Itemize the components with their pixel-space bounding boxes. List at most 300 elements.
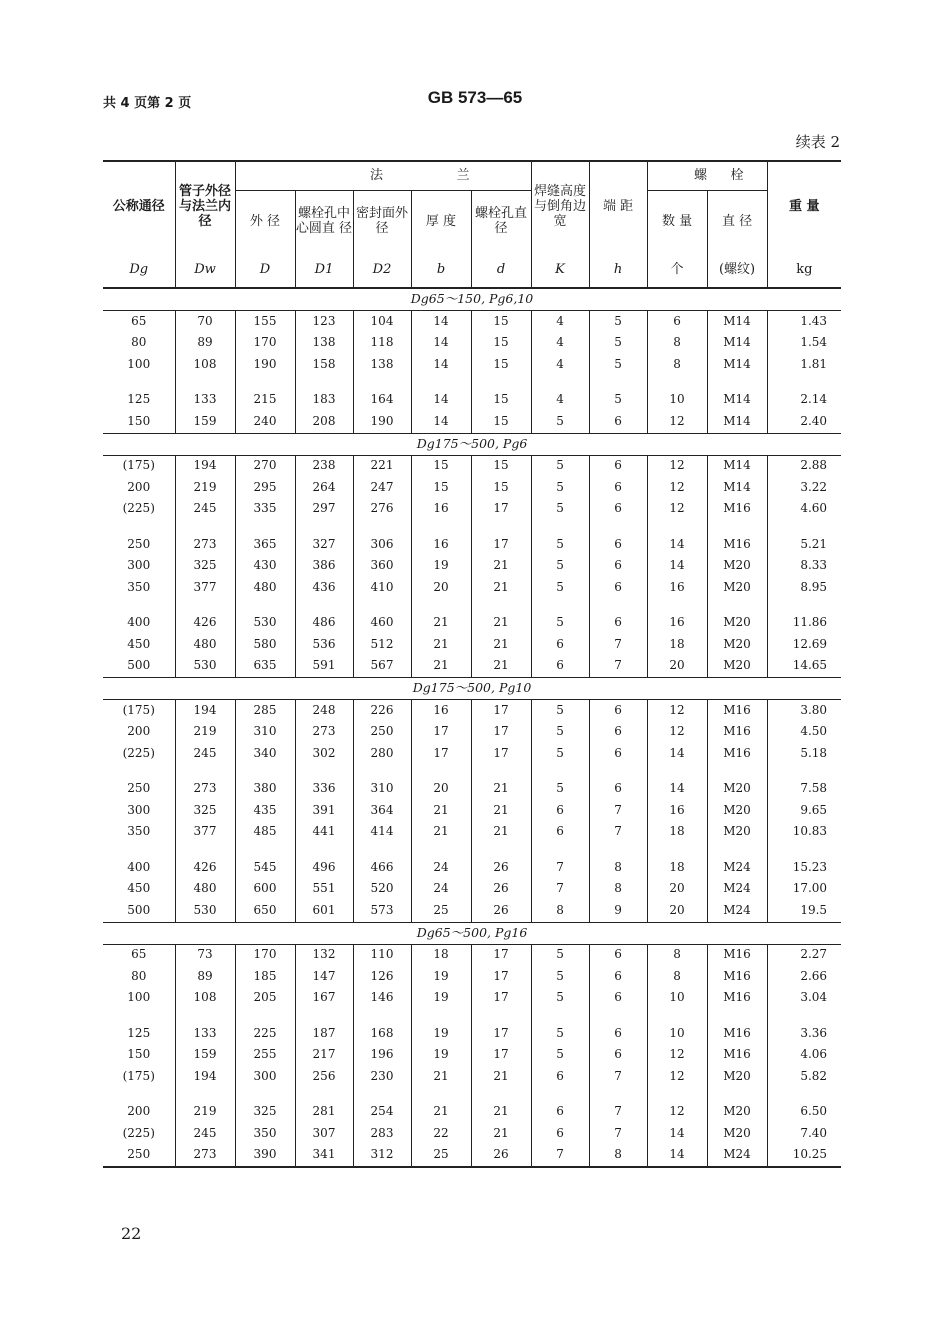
table-cell: 158 [295,354,353,376]
table-cell: 6 [589,577,647,599]
table-cell: 8 [589,1145,647,1168]
spacer-cell [531,765,589,779]
table-row [103,311,841,333]
table-cell: 12 [647,499,707,521]
table-cell: 80 [131,968,147,983]
table-cell: 26 [471,1145,531,1168]
spacer-cell [531,1088,589,1102]
standard-number: GB 573—65 [427,88,523,107]
header-end-gap: 端 距 [589,161,647,253]
table-cell: 6 [531,822,589,844]
table-cell: 205 [235,988,295,1010]
table-cell: 159 [175,1045,235,1067]
spacer-cell [353,376,411,390]
table-cell: 21 [471,1066,531,1088]
header-qty: 数 量 [647,191,707,254]
table-row [103,988,841,1010]
table-cell: 14 [647,534,707,556]
table-cell: 306 [353,534,411,556]
table-cell: 17 [471,534,531,556]
table-cell: 14 [411,311,471,333]
table-cell: 108 [175,354,235,376]
symbol-pipe: Dw [175,253,235,288]
table-cell: 341 [295,1145,353,1168]
table-cell: 147 [295,966,353,988]
table-cell: 208 [295,411,353,433]
header-weight: 重 量 [767,161,841,253]
symbol-hole: d [471,253,531,288]
table-cell: 15 [471,455,531,477]
table-cell: 25 [411,1145,471,1168]
continued-table-label: 续表 2 [795,133,840,151]
spacer-cell [589,1009,647,1023]
table-cell: 5 [531,613,589,635]
table-cell: 219 [175,722,235,744]
table-cell: 7 [589,1123,647,1145]
table-cell: 2.88 [767,455,841,477]
table-cell: M24 [707,900,767,922]
table-cell: 168 [353,1023,411,1045]
group-spacer [103,1009,841,1023]
table-cell: 400 [127,859,151,874]
table-cell: 5 [531,966,589,988]
spacer-cell [353,520,411,534]
table-cell: 567 [353,656,411,678]
table-cell: 400 [127,615,151,630]
spacer-cell [295,520,353,534]
group-spacer [103,520,841,534]
table-cell: M16 [707,944,767,966]
table-cell: 7 [589,656,647,678]
table-cell: M16 [707,722,767,744]
table-row [103,944,841,966]
table-cell: 17 [471,743,531,765]
spacer-cell [235,843,295,857]
table-cell: 196 [353,1045,411,1067]
spacer-cell [295,765,353,779]
table-cell: 6 [531,1123,589,1145]
table-cell: 7 [589,1066,647,1088]
table-cell: 12 [647,700,707,722]
table-cell: 5 [531,700,589,722]
table-cell: 390 [235,1145,295,1168]
page-counter: 共 4 页第 2 页 [103,96,192,111]
table-row [103,390,841,412]
table-cell: 24 [411,857,471,879]
table-cell: 350 [127,579,151,594]
table-cell: 573 [353,900,411,922]
table-cell: 5.18 [767,743,841,765]
spacer-cell [707,765,767,779]
table-cell: 6 [531,1066,589,1088]
spacer-cell [531,520,589,534]
table-cell: 26 [471,879,531,901]
table-cell: 15 [471,477,531,499]
table-cell: 118 [353,333,411,355]
table-row [103,966,841,988]
spacer-cell [353,599,411,613]
table-cell: 20 [411,779,471,801]
table-row [103,499,841,521]
table-cell: 187 [295,1023,353,1045]
table-cell: 377 [175,822,235,844]
table-cell: 21 [411,613,471,635]
table-cell: (225) [122,1125,155,1140]
table-cell: 150 [127,413,151,428]
table-cell: 601 [295,900,353,922]
table-cell: 480 [235,577,295,599]
table-cell: 5 [531,556,589,578]
table-cell: 19 [411,556,471,578]
table-cell: 450 [127,881,151,896]
table-cell: M20 [707,577,767,599]
spacer-cell [589,376,647,390]
table-cell: 21 [471,1102,531,1124]
group-spacer [103,1088,841,1102]
table-cell: 5 [531,477,589,499]
table-header [103,161,841,288]
spacer-cell [471,1009,531,1023]
table-cell: 10 [647,1023,707,1045]
table-cell: 6 [589,477,647,499]
table-cell: 281 [295,1102,353,1124]
table-cell: 14 [647,556,707,578]
table-cell: M24 [707,857,767,879]
table-cell: 256 [295,1066,353,1088]
table-cell: 16 [647,577,707,599]
table-cell: 485 [235,822,295,844]
table-row [103,411,841,433]
spacer-cell [647,765,707,779]
table-cell: 194 [175,1066,235,1088]
table-row [103,556,841,578]
spacer-cell [647,1088,707,1102]
spacer-cell [235,765,295,779]
table-cell: 22 [411,1123,471,1145]
table-cell: 350 [127,824,151,839]
table-cell: 5 [531,743,589,765]
table-cell: 24 [411,879,471,901]
table-cell: 2.14 [767,390,841,412]
table-cell: 551 [295,879,353,901]
table-cell: 5 [531,534,589,556]
table-cell: 297 [295,499,353,521]
table-cell: 132 [295,944,353,966]
table-cell: 336 [295,779,353,801]
table-cell: 5 [531,411,589,433]
spacer-cell [235,1088,295,1102]
table-cell: 17 [471,966,531,988]
table-cell: M16 [707,1023,767,1045]
table-cell: 6 [589,455,647,477]
table-cell: M14 [707,390,767,412]
section-title: Dg65～500, Pg16 [103,922,841,944]
table-cell: 486 [295,613,353,635]
table-cell: 5.21 [767,534,841,556]
table-row [103,455,841,477]
table-row [103,879,841,901]
spacer-cell [471,599,531,613]
table-cell: 480 [175,879,235,901]
table-cell: 300 [127,558,151,573]
table-cell: 17 [471,988,531,1010]
spacer-cell [411,1009,471,1023]
table-cell: 123 [295,311,353,333]
spacer-cell [411,376,471,390]
table-cell: 500 [127,658,151,673]
table-cell: 146 [353,988,411,1010]
table-cell: 21 [471,1123,531,1145]
table-row [103,477,841,499]
table-cell: (175) [122,458,155,473]
table-cell: 19 [411,966,471,988]
table-cell: 365 [235,534,295,556]
table-row [103,1045,841,1067]
spacer-cell [175,765,235,779]
table-cell: 21 [471,822,531,844]
table-cell: 6 [589,700,647,722]
table-cell: 17 [471,499,531,521]
table-cell: 4 [531,354,589,376]
table-cell: 89 [175,333,235,355]
table-cell: M16 [707,534,767,556]
table-cell: 295 [235,477,295,499]
table-cell: 21 [471,613,531,635]
table-cell: M16 [707,499,767,521]
section-title: Dg65～150, Pg6,10 [103,288,841,311]
table-cell: 327 [295,534,353,556]
table-cell: 391 [295,800,353,822]
table-cell: 325 [235,1102,295,1124]
table-cell: 512 [353,634,411,656]
table-row [103,1023,841,1045]
table-cell: 530 [175,656,235,678]
table-cell: 170 [235,333,295,355]
spacer-cell [175,376,235,390]
table-cell: 21 [411,634,471,656]
table-cell: 21 [411,800,471,822]
table-cell: 500 [127,902,151,917]
spacer-cell [531,1009,589,1023]
table-cell: 325 [175,800,235,822]
table-cell: 7 [589,822,647,844]
table-cell: 12 [647,411,707,433]
spacer-cell [295,1088,353,1102]
header-pipe-od: 管子外径与法兰内径 [175,161,235,253]
symbol-thickness: b [411,253,471,288]
table-cell: 226 [353,700,411,722]
table-cell: 5 [589,390,647,412]
table-cell: 270 [235,455,295,477]
table-cell: 300 [235,1066,295,1088]
table-cell: 19.5 [767,900,841,922]
table-cell: 100 [127,990,151,1005]
table-cell: 108 [175,988,235,1010]
table-cell: 155 [235,311,295,333]
header-nominal: 公称通径 [112,199,165,215]
header-outer: 外 径 [235,191,295,254]
spacer-cell [235,1009,295,1023]
table-cell: 285 [235,700,295,722]
table-cell: 215 [235,390,295,412]
table-cell: 536 [295,634,353,656]
table-cell: 15 [471,333,531,355]
table-cell: 6 [589,722,647,744]
spacer-cell [471,1088,531,1102]
table-cell: 21 [471,577,531,599]
table-cell: 6 [589,743,647,765]
header-seal-od: 密封面外 径 [353,191,411,254]
table-cell: 225 [235,1023,295,1045]
spacer-cell [175,1009,235,1023]
spacer-cell [353,1009,411,1023]
table-cell: 6 [531,800,589,822]
table-cell: 11.86 [767,613,841,635]
table-cell: 133 [175,1023,235,1045]
table-cell: 5 [531,944,589,966]
table-cell: 20 [647,879,707,901]
table-cell: 8 [647,966,707,988]
table-row [103,354,841,376]
table-cell: 9 [589,900,647,922]
table-cell: (225) [122,501,155,516]
table-cell: 19 [411,1045,471,1067]
table-cell: 17 [411,722,471,744]
table-cell: 380 [235,779,295,801]
table-cell: (225) [122,745,155,760]
table-cell: 17 [471,700,531,722]
table-cell: 16 [411,700,471,722]
table-cell: 18 [647,857,707,879]
table-cell: 73 [175,944,235,966]
table-cell: 194 [175,455,235,477]
table-cell: 240 [235,411,295,433]
table-cell: 300 [127,802,151,817]
spacer-cell [589,843,647,857]
spacer-cell [295,843,353,857]
table-cell: 200 [127,724,151,739]
table-cell: 7 [589,1102,647,1124]
table-cell: 26 [471,900,531,922]
header-bolt-hole: 螺栓孔直 径 [471,191,531,254]
table-cell: 6 [589,779,647,801]
spacer-cell [411,599,471,613]
table-cell: 386 [295,556,353,578]
table-cell: 6 [589,944,647,966]
table-cell: 15 [471,311,531,333]
header-flange-group [235,161,531,191]
table-row [103,722,841,744]
table-cell: 635 [235,656,295,678]
table-row [103,743,841,765]
flange-dimension-table [103,160,841,1168]
table-cell: 480 [175,634,235,656]
spacer-cell [589,1088,647,1102]
table-cell: 12 [647,477,707,499]
symbol-seal: D2 [353,253,411,288]
table-cell: 5 [531,779,589,801]
table-cell: 14 [647,1145,707,1168]
table-cell: 5 [531,1045,589,1067]
table-cell: 254 [353,1102,411,1124]
table-cell: 6 [589,1045,647,1067]
spacer-cell [471,843,531,857]
table-cell: 7 [531,857,589,879]
table-cell: 255 [235,1045,295,1067]
spacer-cell [411,843,471,857]
spacer-cell [707,1088,767,1102]
table-cell: 25 [411,900,471,922]
table-cell: 12.69 [767,634,841,656]
table-cell: 4 [531,311,589,333]
table-row [103,577,841,599]
spacer-cell [707,376,767,390]
table-cell: 17.00 [767,879,841,901]
spacer-cell [175,1088,235,1102]
table-cell: M16 [707,743,767,765]
table-cell: 520 [353,879,411,901]
table-cell: 10 [647,988,707,1010]
table-row [103,333,841,355]
table-row [103,900,841,922]
table-cell: 6 [589,613,647,635]
table-cell: 591 [295,656,353,678]
table-cell: 159 [175,411,235,433]
table-cell: 4.50 [767,722,841,744]
table-cell: 7 [531,879,589,901]
table-cell: 2.40 [767,411,841,433]
table-cell: 167 [295,988,353,1010]
table-cell: 6 [589,966,647,988]
table-cell: 17 [471,1023,531,1045]
table-cell: 5 [531,499,589,521]
table-cell: 8 [589,857,647,879]
spacer-cell [531,599,589,613]
table-cell: 8 [647,354,707,376]
table-cell: 245 [175,1123,235,1145]
table-cell: 6 [589,988,647,1010]
table-cell: 20 [647,900,707,922]
table-cell: 273 [295,722,353,744]
table-cell: 9.65 [767,800,841,822]
table-cell: 8 [647,944,707,966]
table-cell: 18 [647,822,707,844]
table-cell: 2.27 [767,944,841,966]
table-row [103,534,841,556]
table-cell: 7 [589,634,647,656]
spacer-cell [235,520,295,534]
group-spacer [103,765,841,779]
table-cell: 21 [471,800,531,822]
spacer-cell [295,1009,353,1023]
table-cell: 460 [353,613,411,635]
table-cell: 1.54 [767,333,841,355]
unit-weight: kg [767,253,841,288]
spacer-cell [531,376,589,390]
table-cell: 12 [647,1045,707,1067]
table-cell: 5 [589,311,647,333]
table-cell: 4 [531,390,589,412]
spacer-cell [411,1088,471,1102]
table-cell: 21 [411,822,471,844]
table-cell: 14 [647,743,707,765]
table-cell: 219 [175,477,235,499]
spacer-cell [767,843,841,857]
table-cell: 15 [471,354,531,376]
spacer-cell [647,1009,707,1023]
table-cell: 133 [175,390,235,412]
table-cell: M20 [707,822,767,844]
